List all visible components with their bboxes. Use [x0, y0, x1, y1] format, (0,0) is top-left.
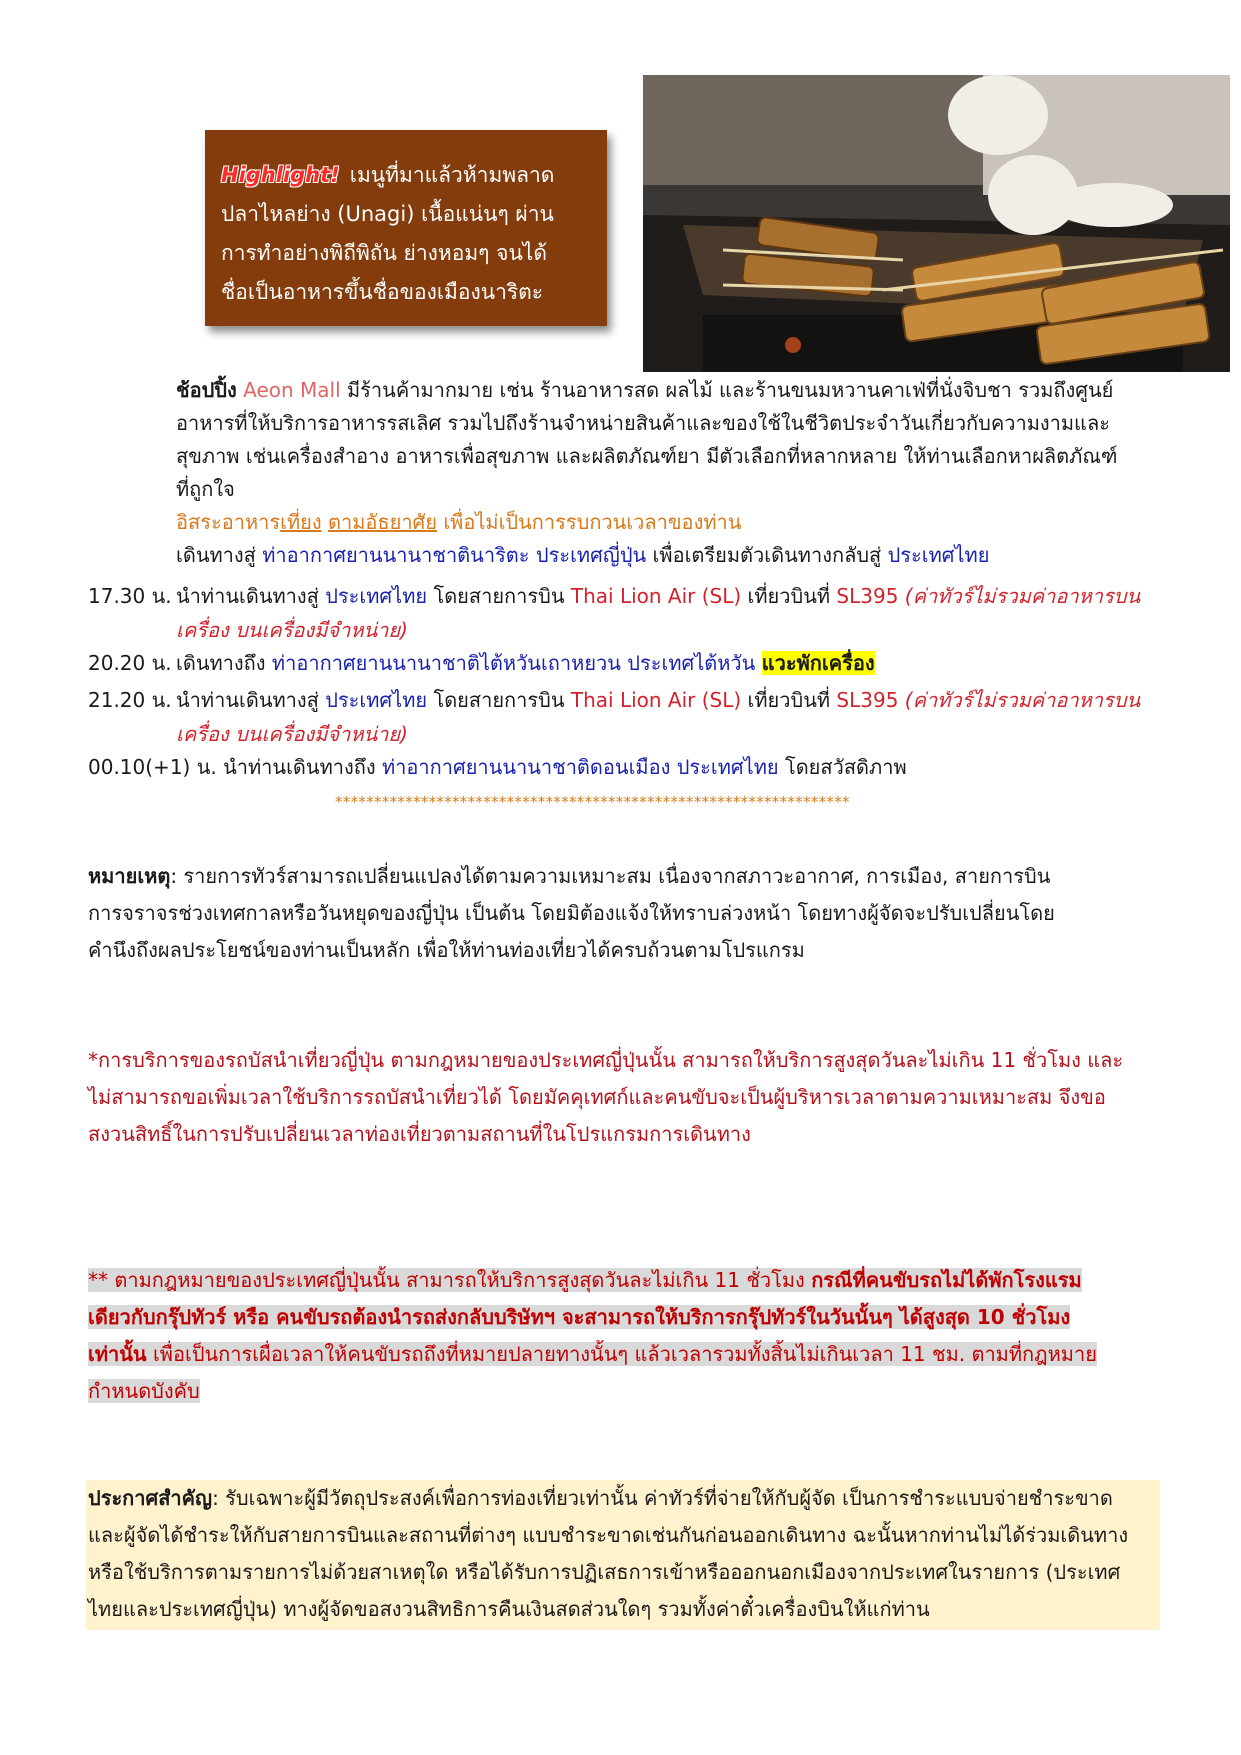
- schedule-time: 00.10(+1) น.: [88, 755, 217, 779]
- driver-law-line-1: [88, 1262, 1158, 1299]
- announcement-line-1: [88, 1480, 1158, 1517]
- announcement-line-2: และผู้จัดได้ชำระให้กับสายการบินและสถานที่ต่างๆ แบบชำระขาดเช่นกันก่อนออกเดินทาง ฉะนั้นหากท่านไม่ได้ร่วมเดินทาง: [88, 1523, 1129, 1547]
- schedule-mid: โดยสายการบิน: [427, 688, 571, 712]
- announcement-text-1: : รับเฉพาะผู้มีวัตถุประสงค์เพื่อการท่องเที่ยวเท่านั้น ค่าทัวร์ที่จ่ายให้กับผู้จัด เป็นการชำระแบบจ่ายชำระขาด: [212, 1486, 1113, 1510]
- schedule-flight: SL395: [836, 584, 899, 608]
- schedule-pre: นำท่านเดินทางสู่: [176, 584, 326, 608]
- highlight-line-1: [221, 156, 593, 195]
- travel-country: ประเทศไทย: [887, 543, 990, 567]
- highlight-label: Highlight!: [221, 163, 340, 187]
- important-announcement: [86, 1480, 1160, 1630]
- schedule-airline: Thai Lion Air (SL): [570, 584, 742, 608]
- schedule-dest: ท่าอากาศยานนานาชาติดอนเมือง ประเทศไทย: [382, 755, 779, 779]
- driver-law-line-3: [88, 1336, 1158, 1373]
- schedule-row: [88, 751, 1168, 784]
- driver-law-bold-b: เดียวกับกรุ๊ปทัวร์ หรือ คนขับรถต้องนำรถส่งกลับบริษัทฯ จะสามารถให้บริการกรุ๊ปทัวร์ในวันนั้นๆ ได้สูงสุด 10 ชั่วโมง: [88, 1305, 1071, 1329]
- schedule-pre: นำท่านเดินทางสู่: [176, 688, 326, 712]
- announcement-line-3: หรือใช้บริการตามรายการไม่ด้วยสาเหตุใด หรือได้รับการปฏิเสธการเข้าหรือออกนอกเมืองจากประเทศในรายการ (ประเทศ: [88, 1560, 1121, 1584]
- shopping-paragraph: [176, 374, 1166, 572]
- schedule-flight: SL395: [836, 688, 899, 712]
- schedule-note-cont: เครื่อง บนเครื่องมีจำหน่าย): [176, 722, 408, 746]
- schedule-dest: ท่าอากาศยานนานาชาติไต้หวันเถาหยวน ประเทศไต้หวัน: [271, 651, 756, 675]
- schedule-time: 20.20 น.: [88, 651, 172, 675]
- schedule-row: [88, 647, 1168, 681]
- schedule-flight-pre: เที่ยวบินที่: [741, 584, 837, 608]
- highlight-line-2: ปลาไหลย่าง (Unagi) เนื้อแน่นๆ ผ่าน: [221, 202, 554, 226]
- highlight-line-4: ชื่อเป็นอาหารขึ้นชื่อของเมืองนาริตะ: [221, 280, 544, 304]
- schedule-mid: โดยสายการบิน: [427, 584, 571, 608]
- schedule-time: 17.30 น.: [88, 584, 172, 608]
- bus-notice-line-1: *การบริการของรถบัสนำเที่ยวญี่ปุ่น ตามกฎหมายของประเทศญี่ปุ่นนั้น สามารถให้บริการสูงสุดวันละไม่เกิน 11 ชั่วโมง และ: [88, 1048, 1124, 1072]
- remark-line-3: คำนึงถึงผลประโยชน์ของท่านเป็นหลัก เพื่อให้ท่านท่องเที่ยวได้ครบถ้วนตามโปรแกรม: [88, 938, 805, 962]
- schedule-pre: นำท่านเดินทางถึง: [223, 755, 382, 779]
- schedule-note-cont: เครื่อง บนเครื่องมีจำหน่าย): [176, 618, 408, 642]
- remark-paragraph: [88, 858, 1160, 969]
- schedule-note: (ค่าทัวร์ไม่รวมค่าอาหารบน: [898, 688, 1141, 712]
- schedule-post: โดยสวัสดิภาพ: [778, 755, 907, 779]
- highlight-text-1: เมนูที่มาแล้วห้ามพลาด: [349, 163, 555, 187]
- lunch-prefix: อิสระอาหาร: [176, 510, 281, 534]
- schedule-time: 21.20 น.: [88, 688, 172, 712]
- announcement-label: ประกาศสำคัญ: [88, 1486, 213, 1510]
- schedule-dest: ประเทศไทย: [325, 688, 428, 712]
- bus-notice: [88, 1042, 1160, 1153]
- driver-law-text-d: กำหนดบังคับ: [88, 1379, 200, 1403]
- shopping-lead: ช้อปปิ้ง: [176, 378, 237, 402]
- unagi-grill-photo: [643, 75, 1230, 372]
- highlight-line-3: การทำอย่างพิถีพิถัน ย่างหอมๆ จนได้: [221, 241, 547, 265]
- driver-law-text-a: ** ตามกฎหมายของประเทศญี่ปุ่นนั้น สามารถให้บริการสูงสุดวันละไม่เกิน 11 ชั่วโมง: [88, 1268, 812, 1292]
- driver-law-line-4: [88, 1373, 1158, 1410]
- stopover-badge: แวะพักเครื่อง: [761, 651, 875, 675]
- driver-law-notice: [88, 1262, 1158, 1410]
- schedule-text: [176, 647, 1168, 680]
- bus-notice-line-2: ไม่สามารถขอเพิ่มเวลาใช้บริการรถบัสนำเที่ยวได้ โดยมัคคุเทศก์และคนขับจะเป็นผู้บริหารเวลาตามความเหมาะสม จึงขอ: [88, 1085, 1106, 1109]
- travel-mid: เพื่อเตรียมตัวเดินทางกลับสู่: [646, 543, 888, 567]
- lunch-meal: เที่ยง: [280, 510, 322, 534]
- remark-line-1: [88, 858, 1160, 895]
- shopping-line-4: ที่ถูกใจ: [176, 477, 235, 501]
- narita-airport: ท่าอากาศยานนานาชาตินาริตะ ประเทศญี่ปุ่น: [262, 543, 647, 567]
- driver-law-bold-a: กรณีที่คนขับรถไม่ได้พักโรงแรม: [811, 1268, 1082, 1292]
- schedule-row: [88, 684, 1168, 746]
- schedule-dest: ประเทศไทย: [325, 584, 428, 608]
- schedule-airline: Thai Lion Air (SL): [570, 688, 742, 712]
- schedule-text: [176, 580, 1168, 613]
- remark-label: หมายเหตุ: [88, 864, 171, 888]
- highlight-callout: [205, 130, 607, 326]
- remark-text-1: : รายการทัวร์สามารถเปลี่ยนแปลงได้ตามความเหมาะสม เนื่องจากสภาวะอากาศ, การเมือง, สายการบิน: [170, 864, 1051, 888]
- shopping-line-2: อาหารที่ให้บริการอาหารรสเลิศ รวมไปถึงร้านจำหน่ายสินค้าและของใช้ในชีวิตประจำวันเกี่ยวกับความงามและ: [176, 411, 1110, 435]
- lunch-own: ตามอัธยาศัย: [327, 510, 437, 534]
- shopping-text-1: มีร้านค้ามากมาย เช่น ร้านอาหารสด ผลไม้ และร้านขนมหวานคาเฟ่ที่นั่งจิบชา รวมถึงศูนย์: [347, 378, 1114, 402]
- driver-law-bold-c: เท่านั้น: [88, 1342, 147, 1366]
- remark-line-2: การจราจรช่วงเทศกาลหรือวันหยุดของญี่ปุ่น เป็นต้น โดยมิต้องแจ้งให้ทราบล่วงหน้า โดยทางผู้จัดจะปรับเปลี่ยนโดย: [88, 901, 1055, 925]
- lunch-suffix: เพื่อไม่เป็นการรบกวนเวลาของท่าน: [436, 510, 742, 534]
- schedule-row: [88, 580, 1168, 642]
- shopping-line-3: สุขภาพ เช่นเครื่องสำอาง อาหารเพื่อสุขภาพ และผลิตภัณฑ์ยา มีตัวเลือกที่หลากหลาย ให้ท่านเลือกหาผลิตภัณฑ์: [176, 444, 1118, 468]
- asterisk-divider: ******************************************************************: [335, 793, 850, 811]
- driver-law-text-c: เพื่อเป็นการเผื่อเวลาให้คนขับรถถึงที่หมายปลายทางนั้นๆ แล้วเวลารวมทั้งสิ้นไม่เกินเวลา 11 ชม. ตามที่กฎหมาย: [146, 1342, 1097, 1366]
- announcement-line-4: ไทยและประเทศญี่ปุ่น) ทางผู้จัดขอสงวนสิทธิการคืนเงินสดส่วนใดๆ รวมทั้งค่าตั๋วเครื่องบินให้แก่ท่าน: [88, 1597, 930, 1621]
- travel-prefix: เดินทางสู่: [176, 543, 263, 567]
- aeon-mall-name: Aeon Mall: [243, 378, 341, 402]
- lunch-note: [176, 506, 1166, 539]
- schedule-flight-pre: เที่ยวบินที่: [741, 688, 837, 712]
- driver-law-line-2: [88, 1299, 1158, 1336]
- schedule-note: (ค่าทัวร์ไม่รวมค่าอาหารบน: [898, 584, 1141, 608]
- travel-line: [176, 539, 1166, 572]
- schedule-pre: เดินทางถึง: [176, 651, 272, 675]
- bus-notice-line-3: สงวนสิทธิ์ในการปรับเปลี่ยนเวลาท่องเที่ยวตามสถานที่ในโปรแกรมการเดินทาง: [88, 1122, 751, 1146]
- schedule-text: [176, 684, 1168, 717]
- shopping-line-1: [176, 374, 1166, 407]
